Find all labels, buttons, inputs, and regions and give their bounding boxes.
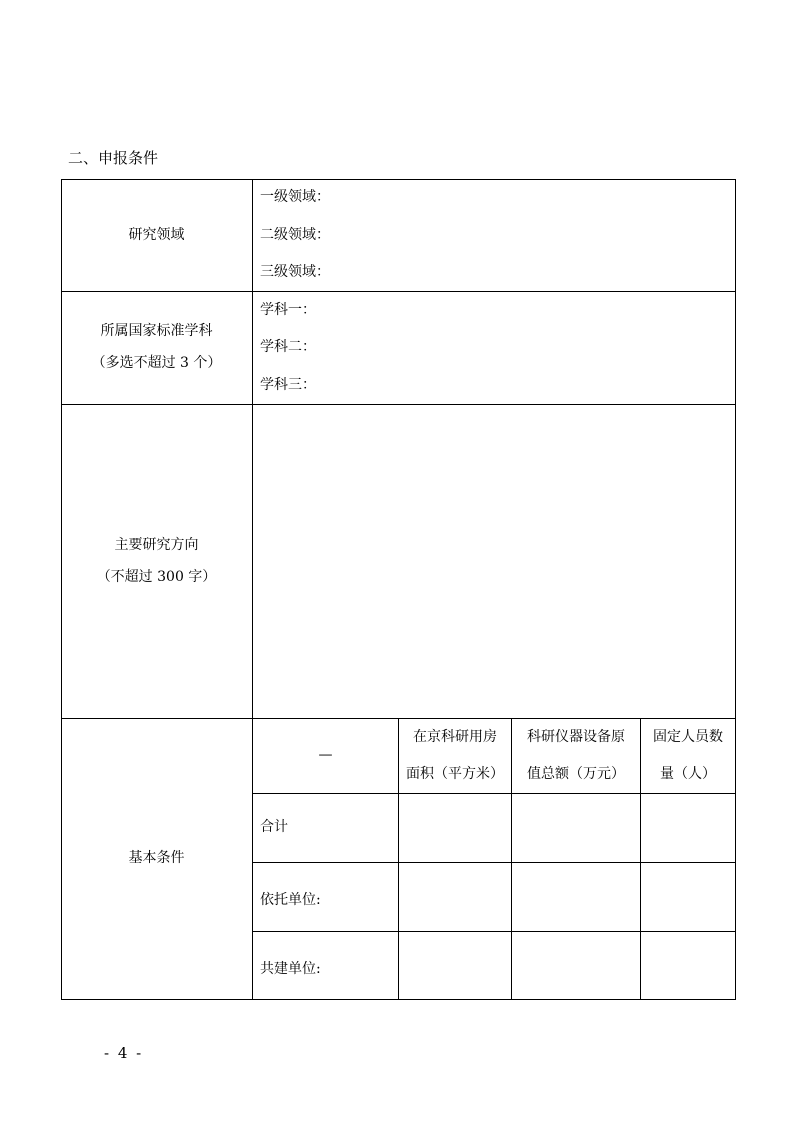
basic-conditions-label: 基本条件 <box>128 850 185 866</box>
application-conditions-table <box>61 179 736 1000</box>
discipline-1-line: 学科一： <box>260 302 316 318</box>
column-header-lab-area-unit: 面积（平方米） <box>406 766 504 782</box>
level-3-field-line: 三级领域： <box>260 264 330 280</box>
row-label-host-unit: 依托单位: <box>260 892 321 908</box>
row-label-total: 合计 <box>260 819 288 835</box>
column-header-equipment-value: 科研仪器设备原 <box>527 729 625 745</box>
research-direction-label-note: （不超过 300 字） <box>96 569 217 585</box>
column-header-staff-count-unit: 量（人） <box>660 766 716 782</box>
host-staff-count-cell[interactable] <box>641 863 735 931</box>
column-header-equipment-value-unit: 值总额（万元） <box>527 766 625 782</box>
column-header-lab-area: 在京科研用房 <box>413 729 497 745</box>
discipline-label: 所属国家标准学科 <box>100 323 213 339</box>
discipline-label-note: （多选不超过 3 个） <box>91 355 222 371</box>
header-corner-dash: — <box>318 747 333 763</box>
co-builder-equipment-value-cell[interactable] <box>512 932 640 999</box>
level-1-field-line: 一级领域： <box>260 189 330 205</box>
table-divider-row-1 <box>61 291 736 292</box>
table-border-left <box>61 179 62 1000</box>
total-staff-count-cell[interactable] <box>641 794 735 862</box>
row-label-co-builder-unit: 共建单位: <box>260 961 321 977</box>
research-direction-label: 主要研究方向 <box>114 537 199 553</box>
research-field-label: 研究领域 <box>128 227 185 243</box>
level-2-field-line: 二级领域： <box>260 227 330 243</box>
discipline-3-line: 学科三： <box>260 377 316 393</box>
total-lab-area-cell[interactable] <box>399 794 511 862</box>
co-builder-lab-area-cell[interactable] <box>399 932 511 999</box>
section-title: 二、申报条件 <box>68 149 159 167</box>
total-equipment-value-cell[interactable] <box>512 794 640 862</box>
co-builder-staff-count-cell[interactable] <box>641 932 735 999</box>
table-border-top <box>61 179 736 180</box>
table-border-right <box>735 179 736 1000</box>
discipline-2-line: 学科二： <box>260 339 316 355</box>
column-header-staff-count: 固定人员数 <box>653 729 723 745</box>
research-direction-field[interactable] <box>253 405 735 718</box>
page-number: - 4 - <box>104 1044 144 1062</box>
host-lab-area-cell[interactable] <box>399 863 511 931</box>
host-equipment-value-cell[interactable] <box>512 863 640 931</box>
